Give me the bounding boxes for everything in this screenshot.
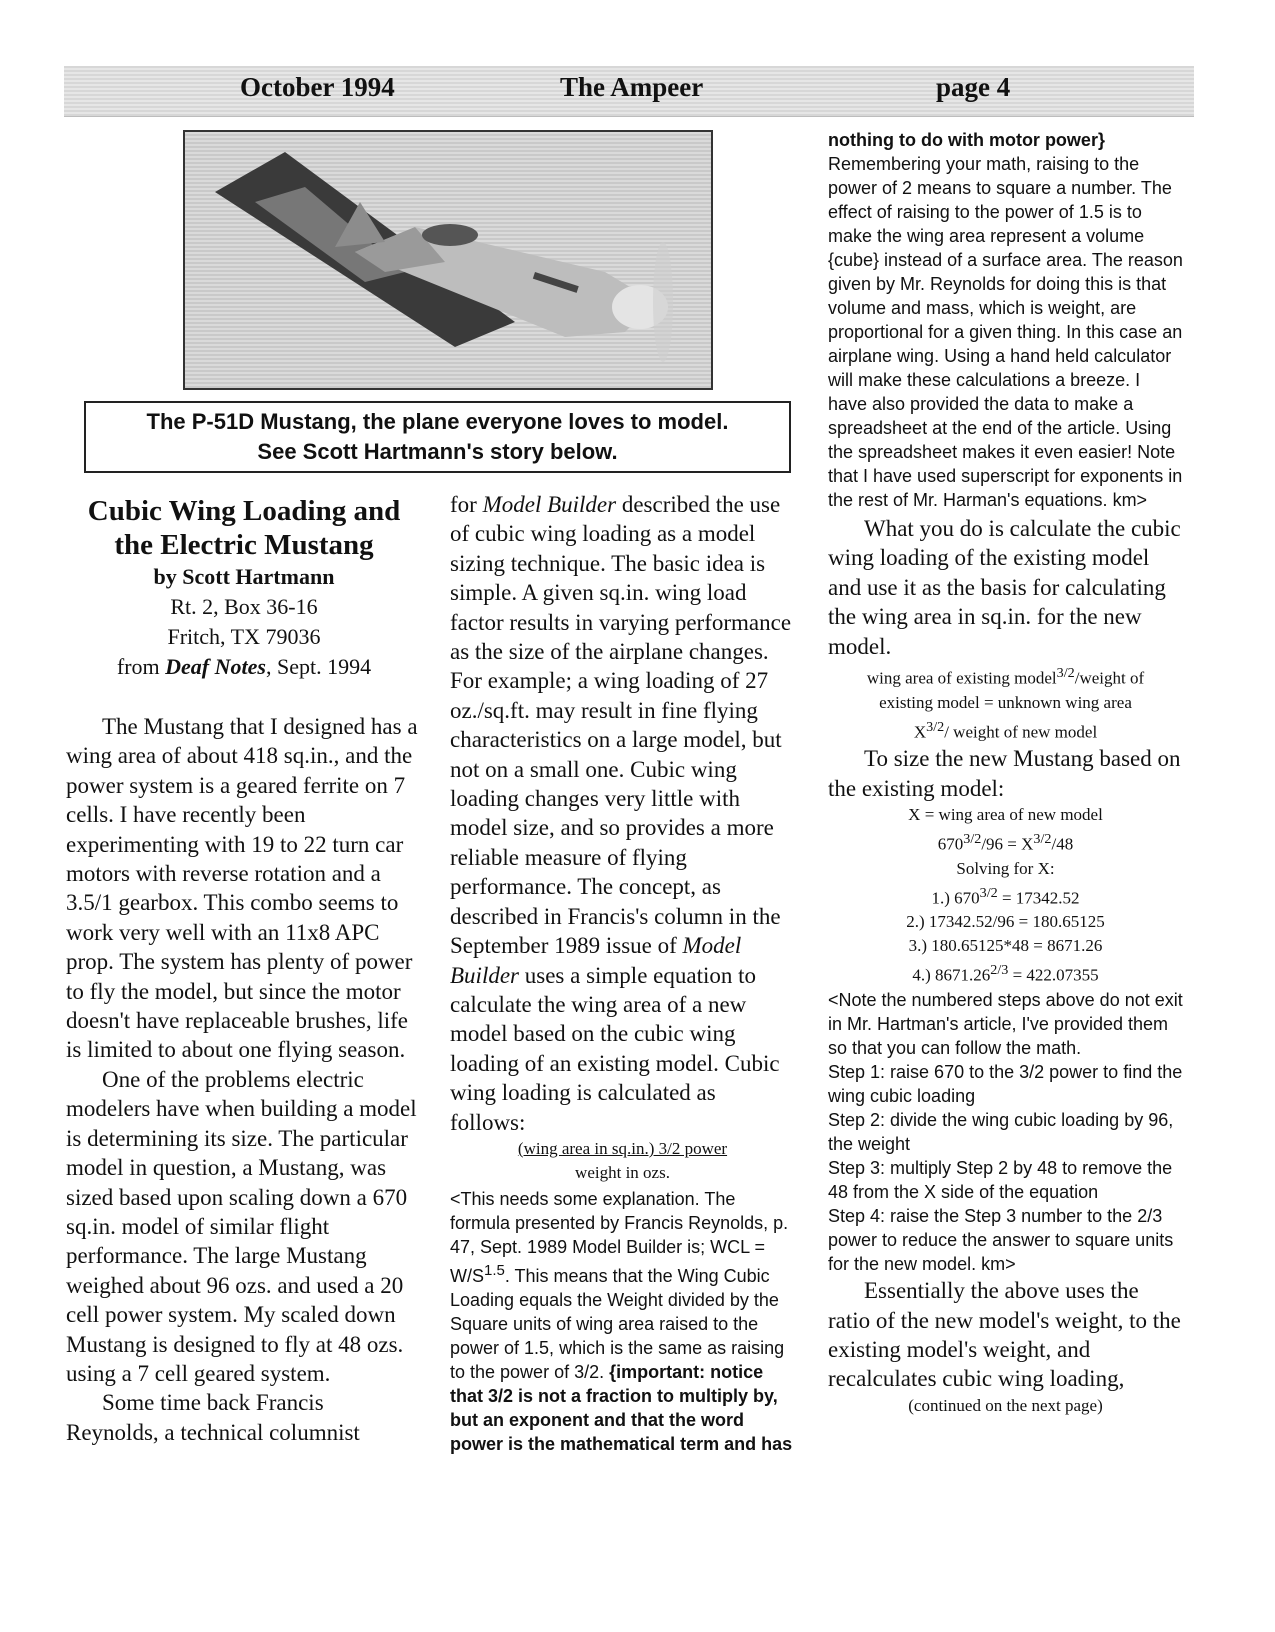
- calc-step-1: 1.) 670: [931, 888, 980, 908]
- header-title: The Ampeer: [560, 72, 704, 102]
- calc-step-1-sup: 3/2: [979, 884, 998, 901]
- caption-line2: See Scott Hartmann's story below.: [257, 439, 618, 464]
- airplane-illustration: [185, 132, 711, 388]
- eq2-b: 670: [937, 834, 964, 854]
- step-1-text: Step 1: raise 670 to the 3/2 power to find the wing cubic loading: [828, 1062, 1183, 1107]
- eq1-b: /weight of: [1074, 668, 1145, 688]
- photo-caption: [84, 401, 791, 473]
- column3-paragraph-1: Remembering your math, raising to the power of 2 means to square a number. The effect of raising to the power of 1.5 is to make the wing area represent a volume {cube} instead of a surface area. The reason given by Mr. Reynolds for doing this is that volume and mass, which is weight, are proportional for a given thing. In this case an airplane wing. Using a hand held calculator will make these calculations a breeze. I have also provided the data to make a spreadsheet at the end of the article. Using the spreadsheet makes it even easier! Note that I have used superscript for exponents in the rest of Mr. Harman's equations. km>: [828, 154, 1183, 510]
- column2-paragraph: [450, 490, 795, 1137]
- eq2-a: X = wing area of new model: [908, 805, 1103, 825]
- c2-publication-2: Model Builder: [450, 933, 742, 988]
- note-text-b: . This means that the Wing Cubic Loading equals the Weight divided by the Square units of wing area raised to the power of 1.5, which is the same as raising to the power of 3/2.: [450, 1265, 785, 1382]
- column-1: [66, 494, 422, 1447]
- note-important: {important: notice that 3/2 is not a fraction to multiply by, but an exponent and that the word power is the mathematical term and has: [450, 1361, 793, 1454]
- source-publication: Deaf Notes: [165, 654, 266, 679]
- column3-paragraph-2: What you do is calculate the cubic wing loading of the existing model and use it as the basis for calculating the wing area in sq.in. for the new model.: [828, 516, 1181, 659]
- paragraph-2: One of the problems electric modelers have when building a model is determining its size. The particular model in question, a Mustang, was sized based upon scaling down a 670 sq.in. model of similar flight performance. The large Mustang weighed about 96 ozs. and used a 20 cell power system. My scaled down Mustang is designed to fly at 48 ozs. using a 7 cell geared system.: [66, 1066, 417, 1386]
- address-line2: Fritch, TX 79036: [167, 624, 321, 649]
- article-title-line1: Cubic Wing Loading and: [87, 495, 401, 527]
- header-date: October 1994: [240, 72, 395, 102]
- formula-denominator: weight in ozs.: [575, 1162, 670, 1182]
- paragraph-1: The Mustang that I designed has a wing area of about 418 sq.in., and the power system is a geared ferrite on 7 cells. I have recently been experimenting with 19 to 22 turn car motors with reverse rotation and a 3.5/1 gearbox. This combo seems to work very well with an 11x8 APC prop. The system has plenty of power to fly the model, but since the motor doesn't have replaceable brushes, life is limited to about one flying season.: [66, 714, 418, 1063]
- column-2: [450, 490, 795, 1456]
- column-3: [828, 128, 1183, 1418]
- article-byline: by Scott Hartmann: [153, 564, 335, 589]
- source-prefix: from: [116, 654, 166, 679]
- column3-paragraph-3: To size the new Mustang based on the existing model:: [828, 746, 1181, 801]
- steps-note: <Note the numbered steps above do not exit in Mr. Hartman's article, I've provided them so that you can follow the math.: [828, 990, 1183, 1059]
- c2-text-b: described the use of cubic wing loading as a model sizing technique. The basic idea is simple. A given sq.in. wing load factor results in varying performance as the size of the airplane changes. For example; a wing loading of 27 oz./sq.ft. may result in fine flying characteristics on a large model, but not on a small one. Cubic wing loading changes very little with model size, and so provides a more reliable measure of flying performance. The concept, as described in Francis's column in the September 1989 issue of: [450, 492, 792, 959]
- eq1-d-sup: 3/2: [926, 718, 945, 735]
- source-suffix: , Sept. 1994: [265, 654, 372, 679]
- caption-line1: The P-51D Mustang, the plane everyone loves to model.: [146, 409, 729, 434]
- note-text-a: <This needs some explanation. The formula presented by Francis Reynolds, p. 47, Sept. 1989 Model Builder is; WCL = W/S: [450, 1188, 789, 1286]
- calc-step-1-result: = 17342.52: [997, 888, 1080, 908]
- column3-lead: nothing to do with motor power}: [828, 130, 1105, 150]
- c2-publication: Model Builder: [482, 492, 617, 517]
- calc-step-4-result: = 422.07355: [1008, 966, 1099, 986]
- c2-text-c: uses a simple equation to calculate the wing area of a new model based on the cubic wing loading of an existing model. Cubic wing loading is calculated as follows:: [450, 962, 780, 1135]
- step-2-text: Step 2: divide the wing cubic loading by 96, the weight: [828, 1110, 1174, 1155]
- article-title: [66, 494, 422, 562]
- calc-step-3: 3.) 180.65125*48 = 8671.26: [908, 936, 1103, 956]
- step-4-text: Step 4: raise the Step 3 number to the 2/3 power to reduce the answer to square units for the new model. km>: [828, 1206, 1174, 1275]
- explanation-note: [450, 1187, 795, 1456]
- article-title-line2: the Electric Mustang: [114, 529, 374, 561]
- eq1-e: / weight of new model: [944, 722, 1098, 742]
- eq1-c: existing model = unknown wing area: [879, 692, 1132, 712]
- eq2-c-sup: 3/2: [1033, 831, 1052, 848]
- page-header: [64, 66, 1194, 117]
- paragraph-3: Some time back Francis Reynolds, a technical columnist: [66, 1390, 360, 1445]
- eq2-b-sup: 3/2: [963, 831, 982, 848]
- mustang-photo: [183, 130, 713, 390]
- solving-label: Solving for X:: [956, 858, 1055, 878]
- calc-step-4-sup: 2/3: [990, 962, 1009, 979]
- calc-step-2: 2.) 17342.52/96 = 180.65125: [906, 912, 1105, 932]
- c2-text-a: for: [450, 492, 483, 517]
- note-superscript: 1.5: [484, 1261, 505, 1279]
- step-3-text: Step 3: multiply Step 2 by 48 to remove the 48 from the X side of the equation: [828, 1158, 1173, 1203]
- eq2-d: /48: [1051, 834, 1074, 854]
- eq1-a-sup: 3/2: [1056, 665, 1075, 682]
- address-line1: Rt. 2, Box 36-16: [170, 594, 318, 619]
- column3-paragraph-4: Essentially the above uses the ratio of the new model's weight, to the existing model's weight, and recalculates cubic wing loading,: [828, 1278, 1181, 1392]
- equation-1: [828, 661, 1183, 744]
- equation-2: [828, 803, 1183, 988]
- header-page: page 4: [936, 72, 1011, 102]
- article-source: [66, 652, 422, 682]
- eq2-c: /96 = X: [981, 834, 1034, 854]
- formula-numerator: (wing area in sq.in.) 3/2 power: [517, 1138, 728, 1158]
- calc-step-4: 4.) 8671.26: [912, 966, 991, 986]
- continued-note: (continued on the next page): [908, 1395, 1103, 1415]
- eq1-a: wing area of existing model: [866, 668, 1057, 688]
- eq1-d: X: [913, 722, 927, 742]
